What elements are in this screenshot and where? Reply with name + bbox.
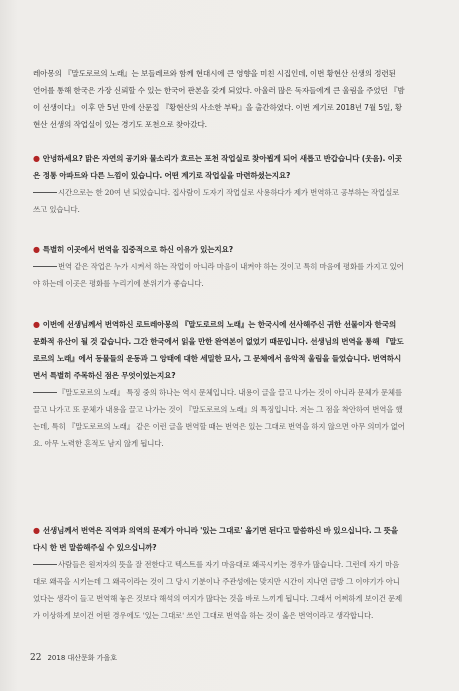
question-text: 선생님께서 번역은 직역과 의역의 문제가 아니라 '있는 그대로' 옮기면 된다고 말씀하신 바 있으십니다. 그 뜻을 다시 한 번 말씀해주실 수 있으십니까?	[33, 526, 398, 552]
question-2	[33, 241, 405, 258]
answer-text: 『말도로르의 노래』 특징 중의 하나는 역시 문체입니다. 내용이 글을 끌고 나가는 것이 아니라 문체가 문체를 끌고 나가고 또 문체가 내용을 끌고 나가는 것이 『말도로르의 노래』의 특징입니다. 저는 그 점을 착안하여 번역을 했는데, 특히 『말도로르의 노래』 같은 이런 글을 번역할 때는 번역은 있는 그대로 번역을 하지 않으면 아무 의미가 없어요. 아무 노력한 흔적도 남지 않게 됩니다.	[33, 388, 405, 448]
bullet-icon: ●	[33, 526, 40, 535]
dash-mark	[33, 266, 57, 267]
answer-text: 시간으로는 한 20여 년 되었습니다. 집사람이 도자기 작업실로 사용하다가 제가 번역하고 공부하는 작업실로 쓰고 있습니다.	[33, 188, 400, 214]
page-footer	[30, 653, 117, 663]
question-4	[33, 522, 405, 556]
bullet-icon: ●	[33, 320, 40, 329]
question-text: 특별히 이곳에서 번역을 집중적으로 하신 이유가 있는지요?	[42, 245, 233, 254]
answer-text: 번역 같은 작업은 누가 시켜서 하는 작업이 아니라 마음이 내켜야 하는 것이고 특히 마음에 평화를 가지고 있어야 하는데 이곳은 평화를 누리기에 분위기가 좋습니다.	[33, 262, 404, 288]
question-text: 이번에 선생님께서 번역하신 로트레아몽의 『말도로르의 노래』는 한국시에 선사해주신 귀한 선물이자 한국의 문화적 유산이 될 것 같습니다. 그간 한국에서 읽을 만한 완역본이 없었기 때문입니다. 선생님의 번역을 통해 『말도로르의 노래』에서 동물들의 운동과 그 앙태에 대한 세밀한 묘사, 그 문체에서 음악적 울림을 들었습니다. 번역하시면서 특별히 주목하신 점은 무엇이었는지요?	[33, 320, 404, 380]
question-1	[33, 150, 405, 184]
answer-4	[33, 556, 405, 624]
qa-block-2	[33, 241, 405, 292]
answer-text: 사람들은 원저자의 뜻을 잘 전한다고 텍스트를 자기 마음대로 왜곡시키는 경우가 많습니다. 그런데 자기 마음대로 왜곡을 시키는데 그 왜곡이라는 것이 그 당시 기분이나 주관성에는 맞지만 시간이 지나면 금방 그 이야기가 아니었다는 생각이 들고 번역해 놓은 것보다 해석의 여지가 많다는 것을 바로 느끼게 됩니다. 그래서 어쩌하게 보이건 문제가 이상하게 보이건 어떤 경우에도 '있는 그대로' 쓰인 그대로 번역을 하는 것이 옳은 번역이라고 생각합니다.	[33, 560, 403, 620]
answer-2	[33, 258, 405, 292]
answer-3	[33, 384, 405, 452]
intro-paragraph: 레아몽의 『말도로르의 노래』는 보들레르와 함께 현대시에 큰 영향을 미친 시집인데, 이번 황현산 선생의 정련된 언어를 통해 한국은 가장 신뢰할 수 있는 한국어 판본을 갖게 되었다. 아울러 많은 독자들에게 큰 울림을 주었던 『밤이 선생이다』 이후 만 5년 만에 산문집 『황현산의 사소한 부탁』을 출간하였다. 이번 계기로 2018년 7월 5일, 황현산 선생의 작업실이 있는 경기도 포천으로 찾아갔다.	[33, 69, 405, 129]
dash-mark	[33, 564, 57, 565]
bullet-icon: ●	[33, 245, 40, 254]
qa-block-3	[33, 316, 405, 452]
dash-mark	[33, 192, 57, 193]
dash-mark	[33, 392, 57, 393]
page-number: 22	[30, 653, 42, 663]
qa-block-4	[33, 522, 405, 624]
bullet-icon: ●	[33, 154, 40, 163]
publication-name: 2018 대산문화 가을호	[47, 654, 118, 662]
qa-block-1	[33, 150, 405, 218]
answer-1	[33, 184, 405, 218]
question-3	[33, 316, 405, 384]
question-text: 안녕하세요? 맑은 자연의 공기와 물소리가 흐르는 포천 작업실로 찾아뵙게 되어 새롭고 반갑습니다 (웃음). 이곳은 정통 아파트와 다른 느낌이 있습니다. 어떤 계기로 작업실을 마련하셨는지요?	[33, 154, 402, 180]
